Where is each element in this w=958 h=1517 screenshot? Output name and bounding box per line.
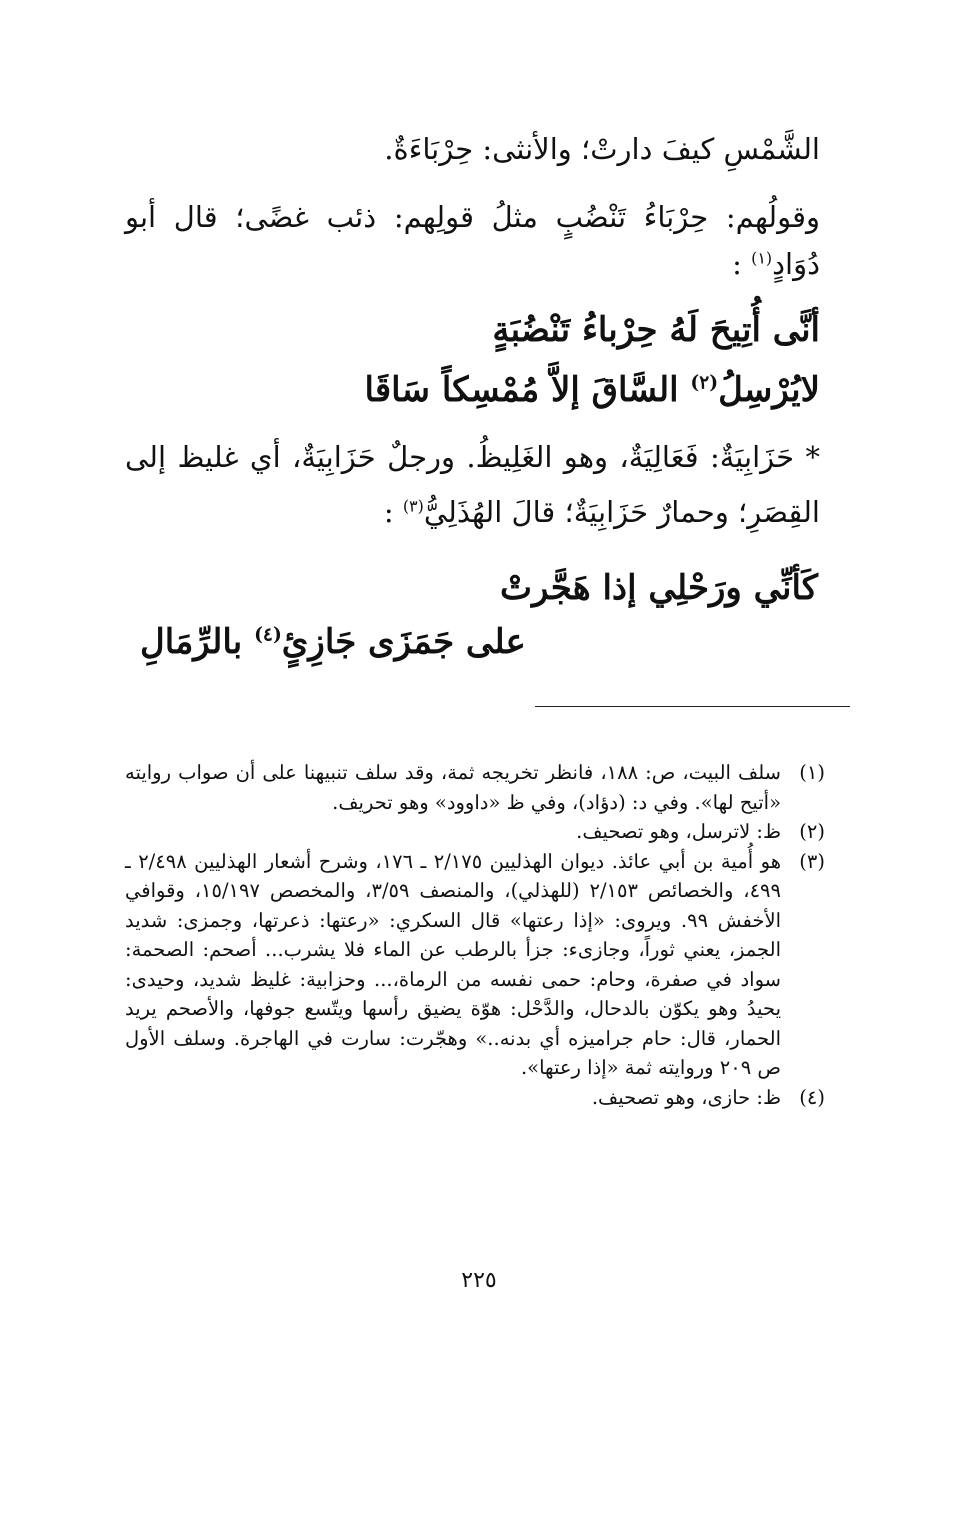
verse1-word-a: لايُرْسِلُ [718, 370, 820, 410]
footnote-divider [535, 706, 850, 707]
body-line-5 [384, 495, 820, 529]
footnote-number: (١) [799, 761, 825, 784]
footnote-2 [125, 817, 825, 847]
footnotes [125, 758, 825, 1112]
footnote-ref-3[interactable]: (٣) [402, 496, 424, 516]
verse1-second-hemistich [365, 370, 820, 410]
poet-name: دُوَادٍ [772, 247, 820, 281]
footnote-4 [125, 1083, 825, 1113]
page-number: ٢٢٥ [461, 1268, 497, 1293]
footnote-text: سلف البيت، ص: ١٨٨، فانظر تخريجه ثمة، وقد سلف تنبيهنا على أن صواب روايته «أتيح لها». وفي د: (دؤاد)، وفي ظ «داوود» وهو تحريف. [125, 761, 781, 814]
footnote-ref-1[interactable]: (١) [751, 248, 773, 268]
footnote-text: ظ: حازى، وهو تصحيف. [591, 1085, 781, 1109]
verse2-second-hemistich [140, 622, 526, 662]
colon: : [383, 495, 394, 529]
verse2-first-hemistich: كَأنِّي ورَحْلِي إذا هَجَّرتْ [500, 568, 818, 608]
verse1-word-b: السَّاقَ إلاَّ مُمْسِكاً سَاقَا [364, 370, 679, 410]
verse2-word-a: على جَمَزَى جَازِئٍ [281, 622, 526, 662]
verse1-first-hemistich: أنَّى أُتِيحَ لَهُ حِرْباءُ تَنْضُبَةٍ [492, 310, 820, 350]
body-line-1: الشَّمْسِ كيفَ دارتْ؛ والأنثى: حِرْبَاءَةٌ. [384, 132, 820, 166]
footnote-number: (٤) [799, 1085, 825, 1109]
footnote-ref-2[interactable]: (٢) [690, 371, 719, 394]
footnote-number: (٢) [799, 820, 825, 843]
footnote-text: هو أُمية بن أبي عائذ. ديوان الهذليين ٢/١٧٥ ـ ١٧٦، وشرح أشعار الهذليين ٢/٤٩٨ ـ ٤٩٩، والخصائص ٢/١٥٣ (للهذلي)، والمنصف ٣/٥٩، والمخصص ١٥/١٩٧، وقوافي الأخفش ٩٩. ويروى: «إذا رعتها» قال السكري: «رعتها: ذعرتها، وجمزى: شديد الجمز، يعني ثوراً، وجازىء: جزأ بالرطب عن الماء فلا يشرب... أصحم: الصحمة: سواد في صفرة، وحام: حمى نفسه من الرماة،... وحزابية: غليظ شديد، وحيدى: يحيدُ وهو يكوّن بالدحال، والدَّحْل: هوّة يضيق رأسها ويتّسع جوفها، والأصحم يريد الحمار، قال: حام جراميزه أي بدنه..» وهجّرت: سارت في الهاجرة. وسلف الأول ص ٢٠٩ وروايته ثمة «إذا رعتها». [125, 849, 781, 1079]
footnote-ref-4[interactable]: (٤) [254, 623, 282, 646]
footnote-1 [125, 758, 825, 817]
body-line-3 [732, 247, 820, 281]
footnote-3 [125, 847, 825, 1083]
footnote-text: ظ: لاترسل، وهو تصحيف. [576, 820, 781, 843]
verse2-word-b: بالرِّمَالِ [140, 622, 243, 662]
footnote-number: (٣) [799, 849, 825, 873]
body-line-2: وقولُهم: حِرْبَاءُ تَنْضُبٍ مثلُ قولِهم: ذئب غضًى؛ قال أبو [125, 200, 820, 234]
colon: : [732, 247, 742, 281]
body-line-4: * حَزَابِيَةٌ: فَعَالِيَةٌ، وهو الغَلِيظُ. ورجلٌ حَزَابِيَةٌ، أي غليظ إلى [125, 440, 820, 474]
body-line-5-text: القِصَرِ؛ وحمارٌ حَزَابِيَةٌ؛ قالَ الهُذَلِيُّ [423, 495, 820, 529]
